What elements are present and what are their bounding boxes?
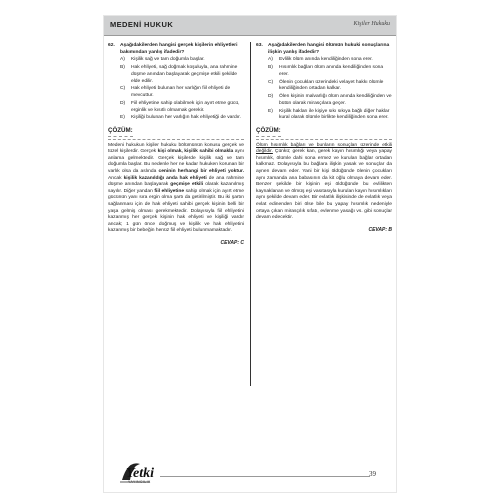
section-title: Kişiler Hukuku: [353, 21, 390, 27]
solution-segment: ceninin herhangi bir ehliyeti yoktur.: [158, 168, 244, 174]
option-e: [108, 115, 244, 122]
solution-label: ÇÖZÜM:: [108, 128, 133, 137]
option-text: Kişiliği bulunan her varlığın hak ehliyetiği de vardır.: [131, 115, 241, 121]
solution-segment: Ancak: [108, 175, 124, 181]
answer-key: CEVAP: B: [368, 226, 392, 233]
solution-segment: olarak kazanılmış sayılır. Diğer yandan: [108, 182, 244, 194]
option-a: [256, 57, 392, 64]
option-e: [256, 109, 392, 122]
options-list: [108, 57, 244, 122]
option-text: Hısımlık bağları ölüm anında kendiliğinden sona erer.: [279, 65, 384, 77]
solution-segment: kişilik kazanıldığı anda hak ehliyeti: [123, 175, 207, 181]
option-letter: D): [120, 100, 126, 106]
option-b: [108, 65, 244, 85]
option-letter: C): [268, 79, 274, 85]
option-text: Ölen kişinin malvarlığı ölüm anında kendiliğinden ve bütün olarak mirasçılara geçer.: [279, 94, 392, 106]
solution-segment: de ana rahmine düşme anından başlayarak: [108, 175, 244, 188]
option-d: [108, 101, 244, 114]
solution-segment: fiil ehliyetine: [154, 188, 185, 194]
solution-segment: sahip olmak için ayırt etme gücünün yanı sıra ergin olma şartı da getirilmiştir. Bu iki şartın sağlanması için de hak ehliyeti sahibi gerçek kişinin belli bir yaşa gelmiş olması gerekmektedir. Dolayısıyla fiil ehliyetini kazanmış her gerçek kişinin hak ehliyeti ve kişiliği vardır ancak; 1 gün önce doğmuş ve kişilik ve hak ehliyetini kazanmış bir bebeğin henüz fiil ehliyeti bulunmamaktadır.: [108, 188, 244, 234]
option-letter: A): [120, 57, 125, 63]
option-letter: B): [268, 65, 273, 71]
option-c: [256, 80, 392, 93]
question-62-column: [108, 43, 244, 247]
option-text: Hak ehliyeti, sağ doğmak koşuluyla, ana rahmine düşme anından başlayarak geçmişe etkili şekilde elde edilir.: [131, 65, 238, 84]
question-text: Aşağıdakilerden hangisi ölümün hukuki sonuçlarına ilişkin yanlış ifadedir?: [268, 43, 390, 55]
solution-segment: Medeni hukukun kişiler hukuku bölümünün konusu gerçek ve tüzel kişilerdir. Gerçek: [108, 142, 244, 155]
option-text: Fiil ehliyetine sahip olabilmek için ayırt etme gücü, erginlik ve kısıtlı olmamak gerekir.: [131, 100, 240, 113]
option-a: [108, 57, 244, 64]
option-c: [108, 86, 244, 99]
solution-label: ÇÖZÜM:: [256, 128, 281, 137]
options-list: [256, 57, 392, 122]
solution-text: [256, 139, 392, 222]
option-letter: A): [268, 57, 273, 63]
option-d: [256, 94, 392, 107]
option-text: Hak ehliyeti bulunan her varlığın fiil ehliyeti de mevcuttur.: [131, 86, 231, 99]
answer-key: CEVAP: C: [220, 239, 244, 246]
solution-segment: Ölüm hısımlık bağları ve bunların sonuçları üzerinde etkili değildir.: [256, 142, 392, 155]
question-number: 62.: [108, 43, 115, 48]
option-letter: E): [268, 108, 273, 114]
book-page: [104, 16, 396, 492]
option-letter: E): [120, 115, 125, 121]
logo-text: Yetki: [126, 466, 154, 481]
column-divider: [250, 42, 251, 386]
page-number: 39: [369, 470, 376, 478]
option-b: [256, 65, 392, 78]
option-text: Evlilik ölüm anında kendiliğinden sona erer.: [279, 57, 373, 63]
solution-text: [108, 139, 244, 235]
option-letter: C): [120, 86, 126, 92]
option-text: Ölenin çocukları üzerindeki velayet hakkı ölümle kendiliğinden ortadan kalkar.: [279, 79, 384, 92]
option-text: Kişilik hakları ile kişiye sıkı sıkıya bağlı diğer haklar kural olarak ölümle birlikte kendiliğinden sona erer.: [279, 108, 390, 121]
question-63-column: [256, 43, 392, 233]
solution-segment: geçmişe etkili: [170, 182, 204, 188]
question-63: [256, 43, 392, 56]
option-text: Kişilik sağ ve tam doğumla başlar.: [131, 57, 205, 63]
solution-segment: kişi olmak, kişilik sahibi olmakla: [157, 149, 234, 155]
page-header: [104, 16, 396, 36]
logo-subtext: YAYINCILIK: [128, 480, 151, 484]
option-letter: D): [268, 94, 274, 100]
publisher-logo: [118, 458, 158, 486]
question-text: Aşağıdakilerden hangisi gerçek kişilerin ehliyetleri bakımından yanlış ifadedir?: [120, 43, 238, 55]
option-letter: B): [120, 65, 125, 71]
question-62: [108, 43, 244, 56]
question-number: 63.: [256, 43, 263, 48]
chapter-title: MEDENİ HUKUK: [110, 20, 174, 29]
solution-segment: Çünkü; gerek kan, gerek kayın hısımlığı veya yapay hısımlık, ölümle dahi sona ermez ve kurulan bağlar ortadan kalkmaz. Dolayısıyla bu bağlara ilişkin yasak ve sonuçlar da aynen devam eder. Yani bir kişi öldüğünde ölenin çocukları aynı zamanda ana babasının da kit oğlu olmaya devam eder. Benzer şekilde bir kişinin eşi öldüğünde bu evlilikten kaynaklanan ve ölmüş eşi vasıtasıyla kurulan kayın hısımlıkları aynı şekilde devam eder. Bir evlatlık ilişkisinde de evlatlık veya evlat edinenden biri ölse bile bu yapay hısımlık nedeniyle ortaya çıkan mirasçılık sıfatı, evlenme yasağı vs. gibi sonuçlar devam edecektir.: [256, 149, 392, 221]
solution-segment: aynı anlama gelmektedir. Gerçek kişilerde kişilik sağ ve tam doğumla başlar. Bu nedenle her ne kadar hukuken korunan bir varlık olsa da aslında: [108, 149, 244, 174]
footer-rule: [160, 476, 370, 477]
